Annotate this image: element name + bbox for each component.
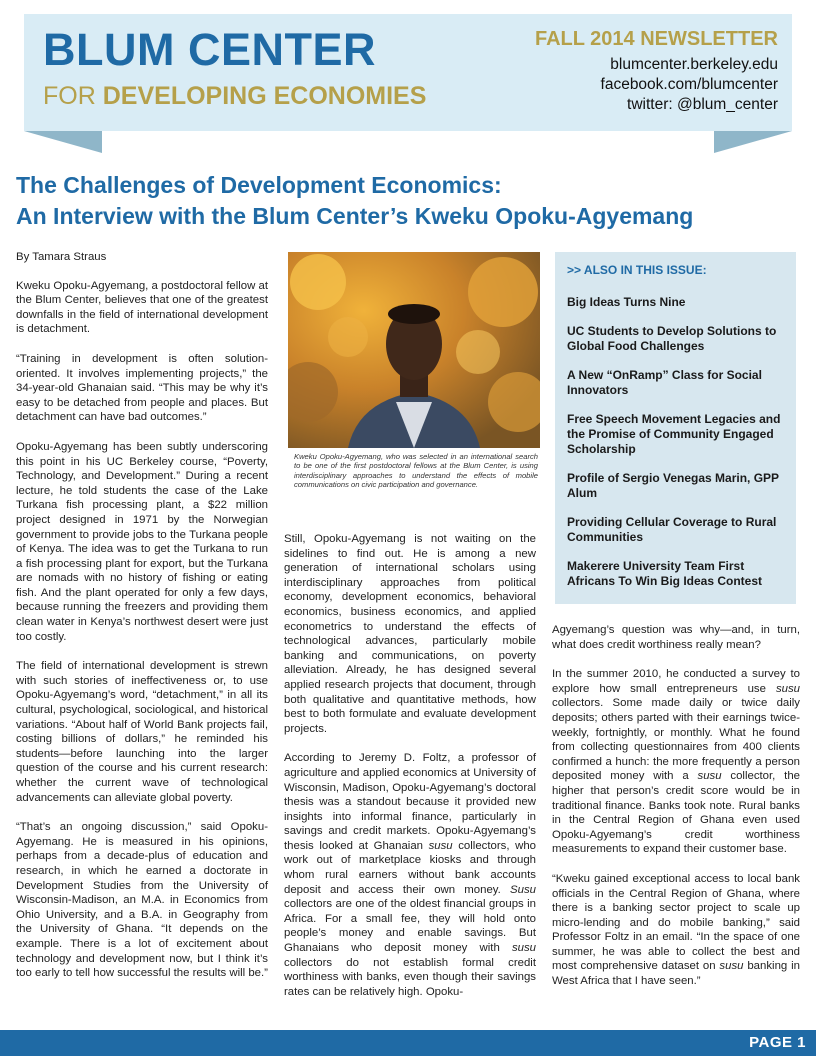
paragraph <box>552 667 800 857</box>
paragraph: Opoku-Agyemang has been subtly underscoring this point in his UC Berkeley course, “Poverty, Technology, and Development.” During a recent lecture, he told students the case of the Lake Turkana fish processing plant, a $22 million project designed in 1971 by the Norwegian government to provide jobs to the Turkana people of Kenya. The idea was to get the Turkana to run a fish processing plant for export, but the Turkana are nomads with no history of fishing or eating fish. And the plant operated for only a few days, because running the freezers and providing them clean water in Kenya’s northwest desert were just too costly. <box>16 440 268 643</box>
banner-fold-right <box>714 131 792 153</box>
paragraph: Still, Opoku-Agyemang is not waiting on the sidelines to find out. He is among a new generation of international scholars using interdisciplinary approaches from political economy, development economics, behavioral economics, business economics, and applied econometrics to understand the effects of technological advances, particularly mobile banking and communications, on poverty alleviation. Already, he has designed several applied research projects that document, through both qualitative and quantitative methods, how best to both formulate and evaluate development projects. <box>284 533 536 735</box>
text-run: “Kweku gained exceptional access to local bank officials in the Central Region of Ghana, where there is a banking sector project to scale up micro-lending and do mobile banking,” said Professor Foltz in an email. “In the space of one summer, he was able to collect the best and most comprehensive dataset on <box>552 872 800 973</box>
issue-list-item[interactable]: UC Students to Develop Solutions to Global Food Challenges <box>567 324 777 353</box>
paragraph: Kweku Opoku-Agyemang, a postdoctoral fellow at the Blum Center, believes that one of the greatest downfalls in the field of international development is detachment. <box>16 279 268 336</box>
text-run: collectors, who work out of marketplace kiosks and through whom rural earners without bank accounts deposit and access their own money. <box>284 839 536 896</box>
sidebar-title: >> ALSO IN THIS ISSUE: <box>567 263 707 277</box>
footer-bar <box>0 1030 816 1056</box>
article-column-2 <box>284 532 536 1014</box>
contact-block <box>601 55 778 115</box>
italic-term: susu <box>511 942 536 955</box>
twitter-link[interactable]: twitter: @blum_center <box>627 96 778 113</box>
article-column-1 <box>16 250 268 996</box>
also-in-this-issue-panel <box>555 252 796 604</box>
text-run: In the summer 2010, he conducted a survey to explore how small entrepreneurs use <box>552 668 800 695</box>
brand-subtitle-rest: DEVELOPING ECONOMIES <box>102 82 427 110</box>
paragraph: The field of international development is strewn with such stories of ineffectiveness or, to use Opoku-Agyemang’s word, “detachment,” in all its cultural, psychological, sociological, and historical variations. “About half of World Bank projects fail, costing billions of dollars,” he reminded his students—before launching into the larger question of the course and his current research: whether the current wave of technological advancements can alleviate global poverty. <box>16 660 268 804</box>
issue-label: FALL 2014 NEWSLETTER <box>534 28 778 50</box>
brand-title: BLUM CENTER <box>43 24 376 75</box>
italic-term: susu <box>697 770 722 783</box>
banner-fold-left <box>24 131 102 153</box>
italic-term: Susu <box>510 883 536 896</box>
byline: By Tamara Straus <box>16 251 107 263</box>
italic-term: susu <box>719 960 744 973</box>
portrait-photo <box>288 252 540 448</box>
article-headline <box>16 170 796 232</box>
text-run: collectors do not establish formal credit worthiness with banks, even though their savings rates can be relatively high. Opoku- <box>284 956 536 998</box>
text-run: collectors are one of the oldest financial groups in Africa. For a small fee, they will hold onto people’s money and enable savings. But Ghanaians who deposit money with <box>284 898 536 955</box>
issue-list-item[interactable]: Providing Cellular Coverage to Rural Communities <box>567 515 777 544</box>
headline-line-2: An Interview with the Blum Center’s Kweku Opoku-Agyemang <box>16 203 694 229</box>
brand-subtitle-prefix: FOR <box>43 82 96 110</box>
page-number: PAGE 1 <box>749 1034 806 1051</box>
photo-caption: Kweku Opoku-Agyemang, who was selected in an international search to be one of the first postdoctoral fellows at the Blum Center, is using interdisciplinary approaches to understand the effects of mobile communications on civic participation and governance. <box>294 452 538 490</box>
text-run: banking in West Africa that I have seen.” <box>552 960 800 988</box>
text-run: collectors. Some made daily or twice daily deposits; others parted with their earnings twice-weekly, fortnightly, or monthly. What he found from collecting questionnaires from 400 clients confirmed a hunch: the more frequently a person deposited money with a <box>552 697 800 783</box>
paragraph: Agyemang’s question was why—and, in turn, what does credit worthiness really mean? <box>552 624 800 651</box>
issue-list-item[interactable]: Makerere University Team First Africans To Win Big Ideas Contest <box>567 559 763 588</box>
italic-term: susu <box>775 682 800 695</box>
website-link[interactable]: blumcenter.berkeley.edu <box>610 56 778 73</box>
headline-line-1: The Challenges of Development Economics: <box>16 172 502 198</box>
paragraph <box>552 872 800 989</box>
issue-list-item[interactable]: A New “OnRamp” Class for Social Innovators <box>567 368 762 397</box>
portrait-illustration <box>288 252 540 448</box>
article-column-3 <box>552 623 800 1004</box>
text-run: According to Jeremy D. Foltz, a professor of agriculture and applied economics at University of Wisconsin, Madison, Opoku-Agyemang’s doctoral thesis was a standout because it provided new insights into informal finance, particularly in savings and credit markets. Opoku-Agyemang’s thesis looked at Ghanaian <box>284 752 536 852</box>
paragraph: “That’s an ongoing discussion,” said Opoku-Agyemang. He is measured in his opinions, perhaps from a decade-plus of education and research, in which he earned a doctorate in Development Studies from the University of Wisconsin-Madison, an M.A. in Economics from Ohio University, and a B.A. in Geography from the University of Ghana. “It depends on the example. There is a lot of excitement about technology and development now, but I think it’s too early to tell how successful the results will be.” <box>16 821 268 980</box>
text-run: collector, the higher that person’s credit score would be in traditional finance. Banks took note. Rural banks in the Central Region of Ghana even used Opoku-Agyemang’s credit worthiness measurements to expand their customer base. <box>552 770 800 856</box>
facebook-link[interactable]: facebook.com/blumcenter <box>600 76 778 93</box>
issue-list-item[interactable]: Big Ideas Turns Nine <box>567 295 686 309</box>
issue-list-item[interactable]: Free Speech Movement Legacies and the Promise of Community Engaged Scholarship <box>567 412 781 456</box>
issue-list-item[interactable]: Profile of Sergio Venegas Marin, GPP Alum <box>567 471 779 500</box>
paragraph: “Training in development is often solution-oriented. It involves implementing projects,” the 34-year-old Ghanaian said. “This may be why it’s easy to be detached from people and places. But detachment can have bad outcomes.” <box>16 352 268 424</box>
paragraph <box>284 751 536 999</box>
italic-term: susu <box>428 839 453 852</box>
brand-subtitle <box>43 84 426 109</box>
issue-list <box>567 295 791 603</box>
